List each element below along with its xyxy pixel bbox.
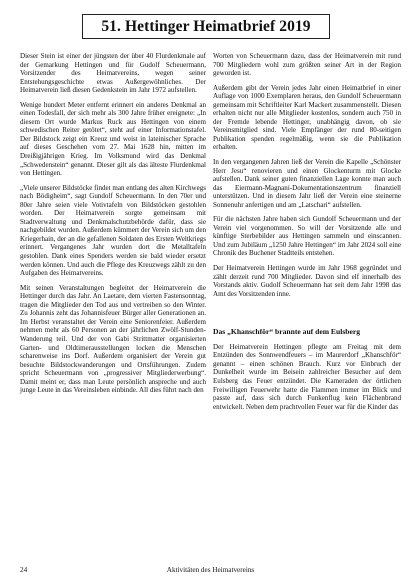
page-number: 24 [20,566,28,574]
footer-section-title: Aktivitäten des Heimatvereins [166,566,255,574]
paragraph: Dieser Stein ist einer der jüngsten der über 40 Flurdenkmale auf der Gemarkung Hettingen und für Gudolf Scheuermann, Vorsitzender des Heimatvereins, wegen seiner Entstehungsgeschichte etwas Außergewöhnliches. Der Heimatverein ließ diesen Gedenkstein im Jahr 1972 aufstellen. [20,52,206,95]
paragraph: In den vergangenen Jahren ließ der Verein die Kapelle „Schönster Herr Jesu“ renovieren und einen Glockenturm mit Glocke aufstellen. Dank seiner guten finanziellen Lage konnte man auch das Eiermann-Magnani-Dokumentationszentrum finanziell unterstützen. Und in diesem Jahr ließ der Verein eine steinerne Sonnenuhr anfertigen und am „Latschari“ aufstellen. [213,158,401,209]
paragraph: Worten von Scheuermann dazu, dass der Heimatverein mit rund 700 Mitgliedern wohl zum größten seiner Art in der Region geworden ist. [213,52,401,78]
page-title: 51. Hettinger Heimatbrief 2019 [82,14,330,39]
paragraph: Für die nächsten Jahre haben sich Gundolf Scheuermann und der Verein viel vorgenommen. So will der Vorsitzende alle und künftige Sterbebilder aus Hettingen sammeln und einscannen. Und zum Jubiläum „1250 Jahre Hettingen“ im Jahr 2024 soll eine Chronik des Buchener Stadtteils entstehen. [213,215,401,258]
paragraph: Der Heimatverein Hettingen pflegte am Freitag mit dem Entzünden des Sonnwendfeuers – im Maurerdorf „Khanschför“ genannt – einen schönen Brauch. Kurz vor Einbruch der Dunkelheit wurde im Beisein zahlreicher Besucher auf dem Eulsberg das Feuer entzündet. Die Kameraden der örtlichen Freiwilligen Feuerwehr hatte die Flammen immer im Blick und passte auf, dass sich durch Funkenflug kein Flächenbrand entwickelt. Neben dem prachtvollen Feuer war für die Kinder das [213,342,401,411]
left-column [20,52,206,401]
section-heading: Das „Khanschför“ brannte auf dem Eulsberg [213,327,361,337]
paragraph: Wenige hundert Meter entfernt erinnert ein anderes Denkmal an einen Todesfall, der sich mehr als 300 Jahre früher ereignete: „In diesem Ort wurde Markus Ruck aus Hettingen von einem schwedischen Reiter getötet“, steht auf einer Informationstafel. Der Bildstock zeigt ein Kreuz und weist in lateinischer Sprache auf dieses Geschehen vom 27. Mai 1628 hin, mitten im Dreißigjährigen Krieg. Im Volksmund wird das Denkmal „Schwedenstein“ genannt. Dieser gilt als das älteste Flurdenkmal von Hettingen. [20,100,206,178]
paragraph: Mit seinen Veranstaltungen begleitet der Heimatverein die Hettinger durch das Jahr. An Laetare, dem vierten Fastensonntag, tragen die Mitglieder den Tod aus und vertreiben so den Winter. Zu Johannis zeht das Johannisfeuer Bürger aller Generationen an. Im Herbst veranstaltet der Verein eine Seniorenfeier. Außerdem nehmen mehr als 60 Personen an der jährlichen Zwölf-Stunden-Wanderung teil. Und der von Gabi Strittmatter organisierten Garten- und Oldtimerausstellungen locken die Menschen scharenweise ins Dorf. Außerdem organisiert der Verein gut besuchte Bildstockwanderungen und Ortsführungen. Zudem spricht Scheuermann von „progressiver Mitgliederwerbung“. Damit meint er, dass man Leute persönlich anspreche und auch junge Leute in das Vereinsleben einbinde. All dies führt nach den [20,283,206,395]
paragraph: „Viele unserer Bildstöcke findet man entlang des alten Kirchwegs nach Bödigheim“, sagt Gundolf Scheuermann. In den 70er und 80er Jahre seien viele Votivtafeln von Bildstöcken gestohlen worden. Der Heimatverein sorgte gemeinsam mit Stadtverwaltung und Denkmalschutzbehörde dafür, dass sie nachgebildet wurden. Außerdem kümmert der Verein sich um den Kriegerhain, der an die gefallenen Soldaten des Ersten Weltkriegs erinnert. Vergangenes Jahr wurden dort die Metalltafeln gestohlen. Dank eines Spenders werden sie bald wieder ersetzt werden können. Und auch die Pflege des Kreuzwegs zählt zu den Aufgaben des Heimatvereins. [20,183,206,278]
page-footer [20,566,401,574]
paragraph: Der Heimatverein Hettingen wurde im Jahr 1968 gegründet und zählt derzeit rund 700 Mitglieder. Davon sind elf innerhalb des Vorstands aktiv. Gudolf Scheuermann hat seit dem Jahr 1998 das Amt des Vorsitzenden inne. [213,264,401,298]
paragraph: Außerdem gibt der Verein jedes Jahr einen Heimatbrief in einer Auflage von 1000 Exemplaren heraus, den Gundolf Scheuermann gemeinsam mit Schriftleiter Karl Mackert zusammenstellt. Diesen erhalten nicht nur alle Mitglieder kostenlos, sondern auch 750 in der Fremde lebende Hettinger, unabhängig davon, ob sie Vereinsmitglied sind. Viele Empfänger der rund 80-seitigen Publikation spenden regelmäßig, wenn sie die Publikation erhalten. [213,83,401,152]
right-column [213,52,401,417]
